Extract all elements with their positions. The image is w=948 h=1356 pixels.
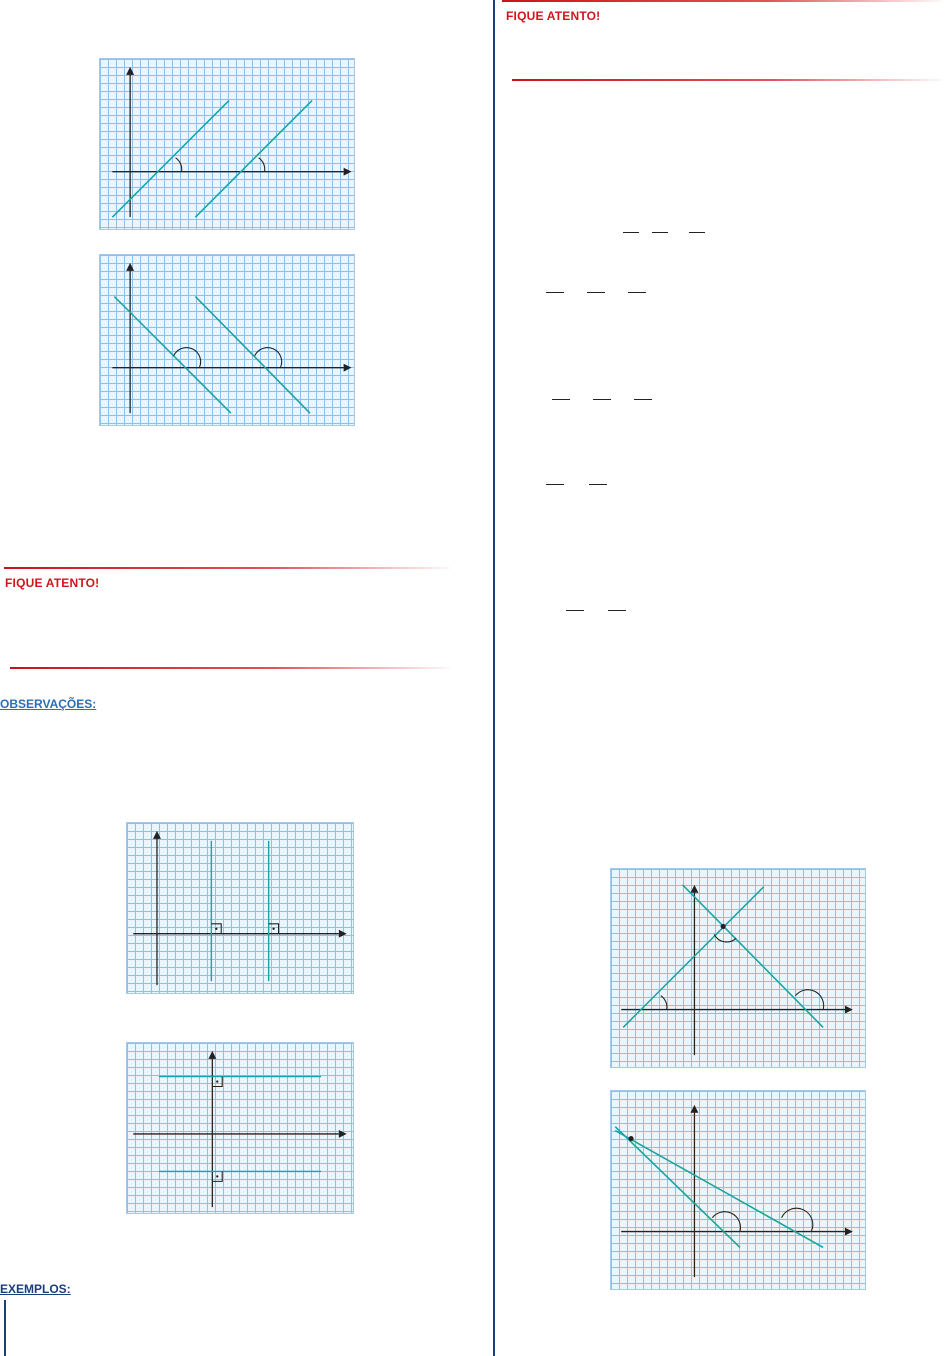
fraction-bar	[587, 292, 605, 293]
fique-atento-left: FIQUE ATENTO!	[5, 576, 100, 590]
figure-parallel-obtuse-svg	[100, 255, 354, 425]
alert-rule-bottom-right	[512, 79, 942, 81]
figure-horizontal-lines	[126, 1042, 354, 1214]
exemplos-heading: EXEMPLOS:	[0, 1282, 71, 1296]
figure-intersecting-obtuse	[610, 1090, 866, 1290]
figure-parallel-obtuse	[99, 254, 355, 426]
fraction-bar	[608, 610, 626, 611]
figure-intersecting-acute-obtuse	[610, 868, 866, 1068]
fraction-bar	[589, 484, 607, 485]
alert-rule-bottom-left	[10, 667, 450, 669]
column-divider	[493, 0, 495, 1356]
figure-parallel-acute-svg	[100, 59, 354, 229]
fraction-bar	[546, 484, 564, 485]
fraction-bar	[689, 232, 705, 233]
fraction-bar	[552, 399, 570, 400]
figure-intersecting-obtuse-svg	[611, 1091, 865, 1289]
figure-vertical-lines	[126, 822, 354, 994]
fraction-bar	[628, 292, 646, 293]
observacoes-heading: OBSERVAÇÕES:	[0, 697, 97, 711]
fraction-bar	[623, 232, 639, 233]
figure-vertical-lines-svg	[127, 823, 353, 993]
fraction-bar	[652, 232, 668, 233]
figure-parallel-acute	[99, 58, 355, 230]
fraction-bar	[546, 292, 564, 293]
fraction-bar	[593, 399, 611, 400]
alert-rule-top-right	[502, 0, 942, 2]
alert-rule-top-left	[4, 567, 450, 569]
fraction-bar	[634, 399, 652, 400]
figure-horizontal-lines-svg	[127, 1043, 353, 1213]
fique-atento-top: FIQUE ATENTO!	[506, 9, 601, 23]
figure-intersecting-acute-obtuse-svg	[611, 869, 865, 1067]
left-margin-bar	[4, 1300, 6, 1356]
fraction-bar	[566, 610, 584, 611]
